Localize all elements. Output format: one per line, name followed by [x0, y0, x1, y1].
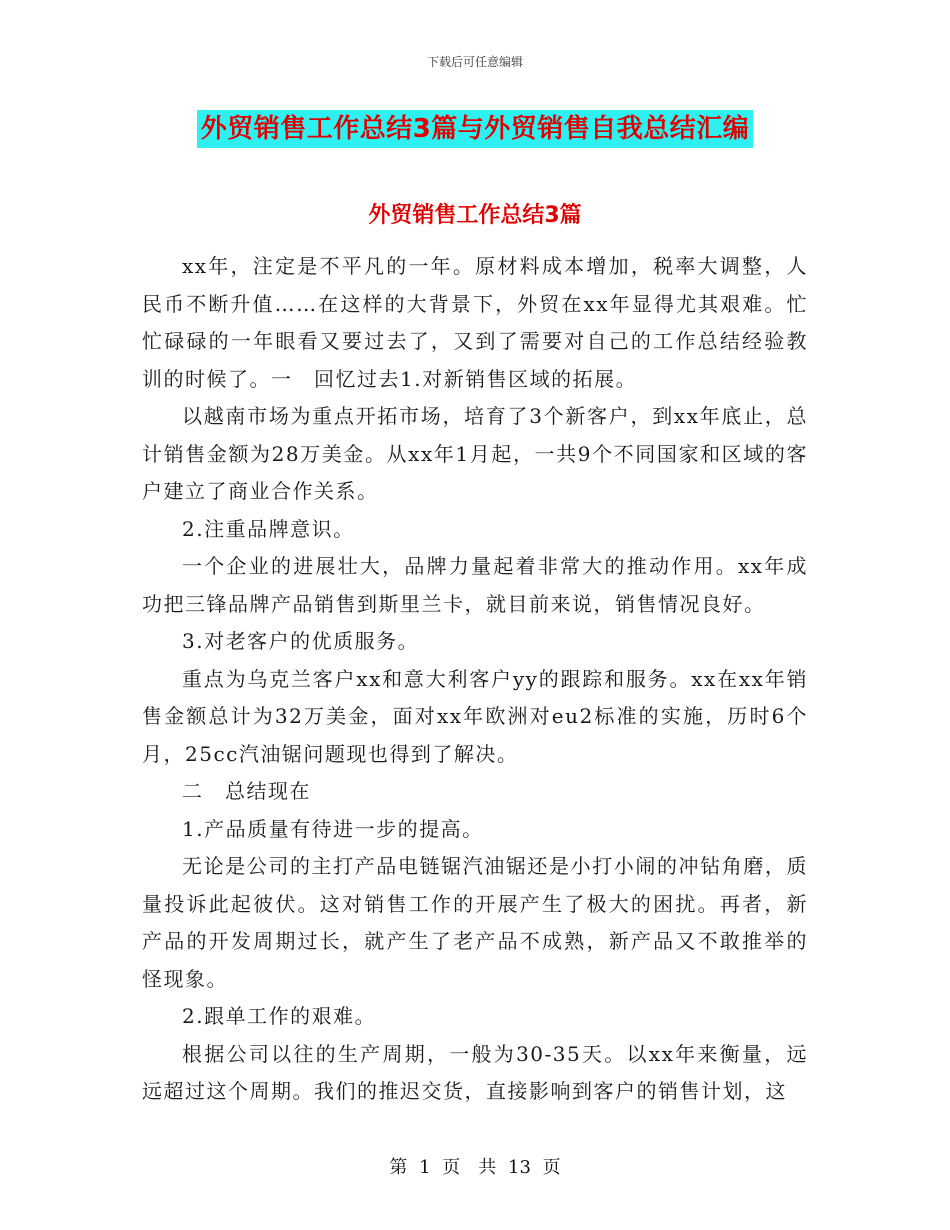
paragraph: 以越南市场为重点开拓市场，培育了3个新客户，到xx年底止，总计销售金额为28万美金。从xx年1月起，一共9个不同国家和区域的客户建立了商业合作关系。 [142, 404, 808, 503]
paragraph: 1.产品质量有待进一步的提高。 [182, 816, 484, 841]
page-prefix: 第 [389, 1157, 408, 1178]
body-text [142, 248, 808, 1111]
main-title: 外贸销售工作总结3篇与外贸销售自我总结汇编 [197, 110, 754, 148]
paragraph: 一个企业的进展壮大，品牌力量起着非常大的推动作用。xx年成功把三锋品牌产品销售到斯里兰卡，就目前来说，销售情况良好。 [142, 554, 808, 616]
section-title: 外贸销售工作总结3篇 [368, 203, 582, 228]
page-footer [0, 1153, 950, 1179]
page-mid: 页 共 [442, 1157, 497, 1178]
page-number: 1 [419, 1157, 431, 1178]
paragraph: 根据公司以往的生产周期，一般为30-35天。以xx年来衡量，远远超过这个周期。我们的推迟交货，直接影响到客户的销售计划，这 [142, 1041, 808, 1103]
paragraph: 无论是公司的主打产品电链锯汽油锯还是小打小闹的冲钻角磨，质量投诉此起彼伏。这对销售工作的开展产生了极大的困扰。再者，新产品的开发周期过长，就产生了老产品不成熟，新产品又不敢推举的怪现象。 [142, 854, 808, 991]
paragraph: 2.跟单工作的艰难。 [182, 1004, 377, 1028]
paragraph: 二 总结现在 [182, 779, 311, 803]
page-suffix: 页 [542, 1157, 561, 1178]
paragraph: 3.对老客户的优质服务。 [182, 629, 420, 653]
paragraph: 2.注重品牌意识。 [182, 516, 355, 541]
header-note: 下载后可任意编辑 [426, 55, 523, 69]
paragraph: xx年，注定是不平凡的一年。原材料成本增加，税率大调整，人民币不断升值……在这样的大背景下，外贸在xx年显得尤其艰难。忙忙碌碌的一年眼看又要过去了，又到了需要对自己的工作总结经验教训的时候了。一 回忆过去1.对新销售区域的拓展。 [142, 254, 808, 391]
paragraph: 重点为乌克兰客户xx和意大利客户yy的跟踪和服务。xx在xx年销售金额总计为32万美金，面对xx年欧洲对eu2标准的实施，历时6个月，25cc汽油锯问题现也得到了解决。 [142, 666, 808, 766]
page-total: 13 [508, 1157, 531, 1178]
main-title-container [0, 110, 950, 148]
